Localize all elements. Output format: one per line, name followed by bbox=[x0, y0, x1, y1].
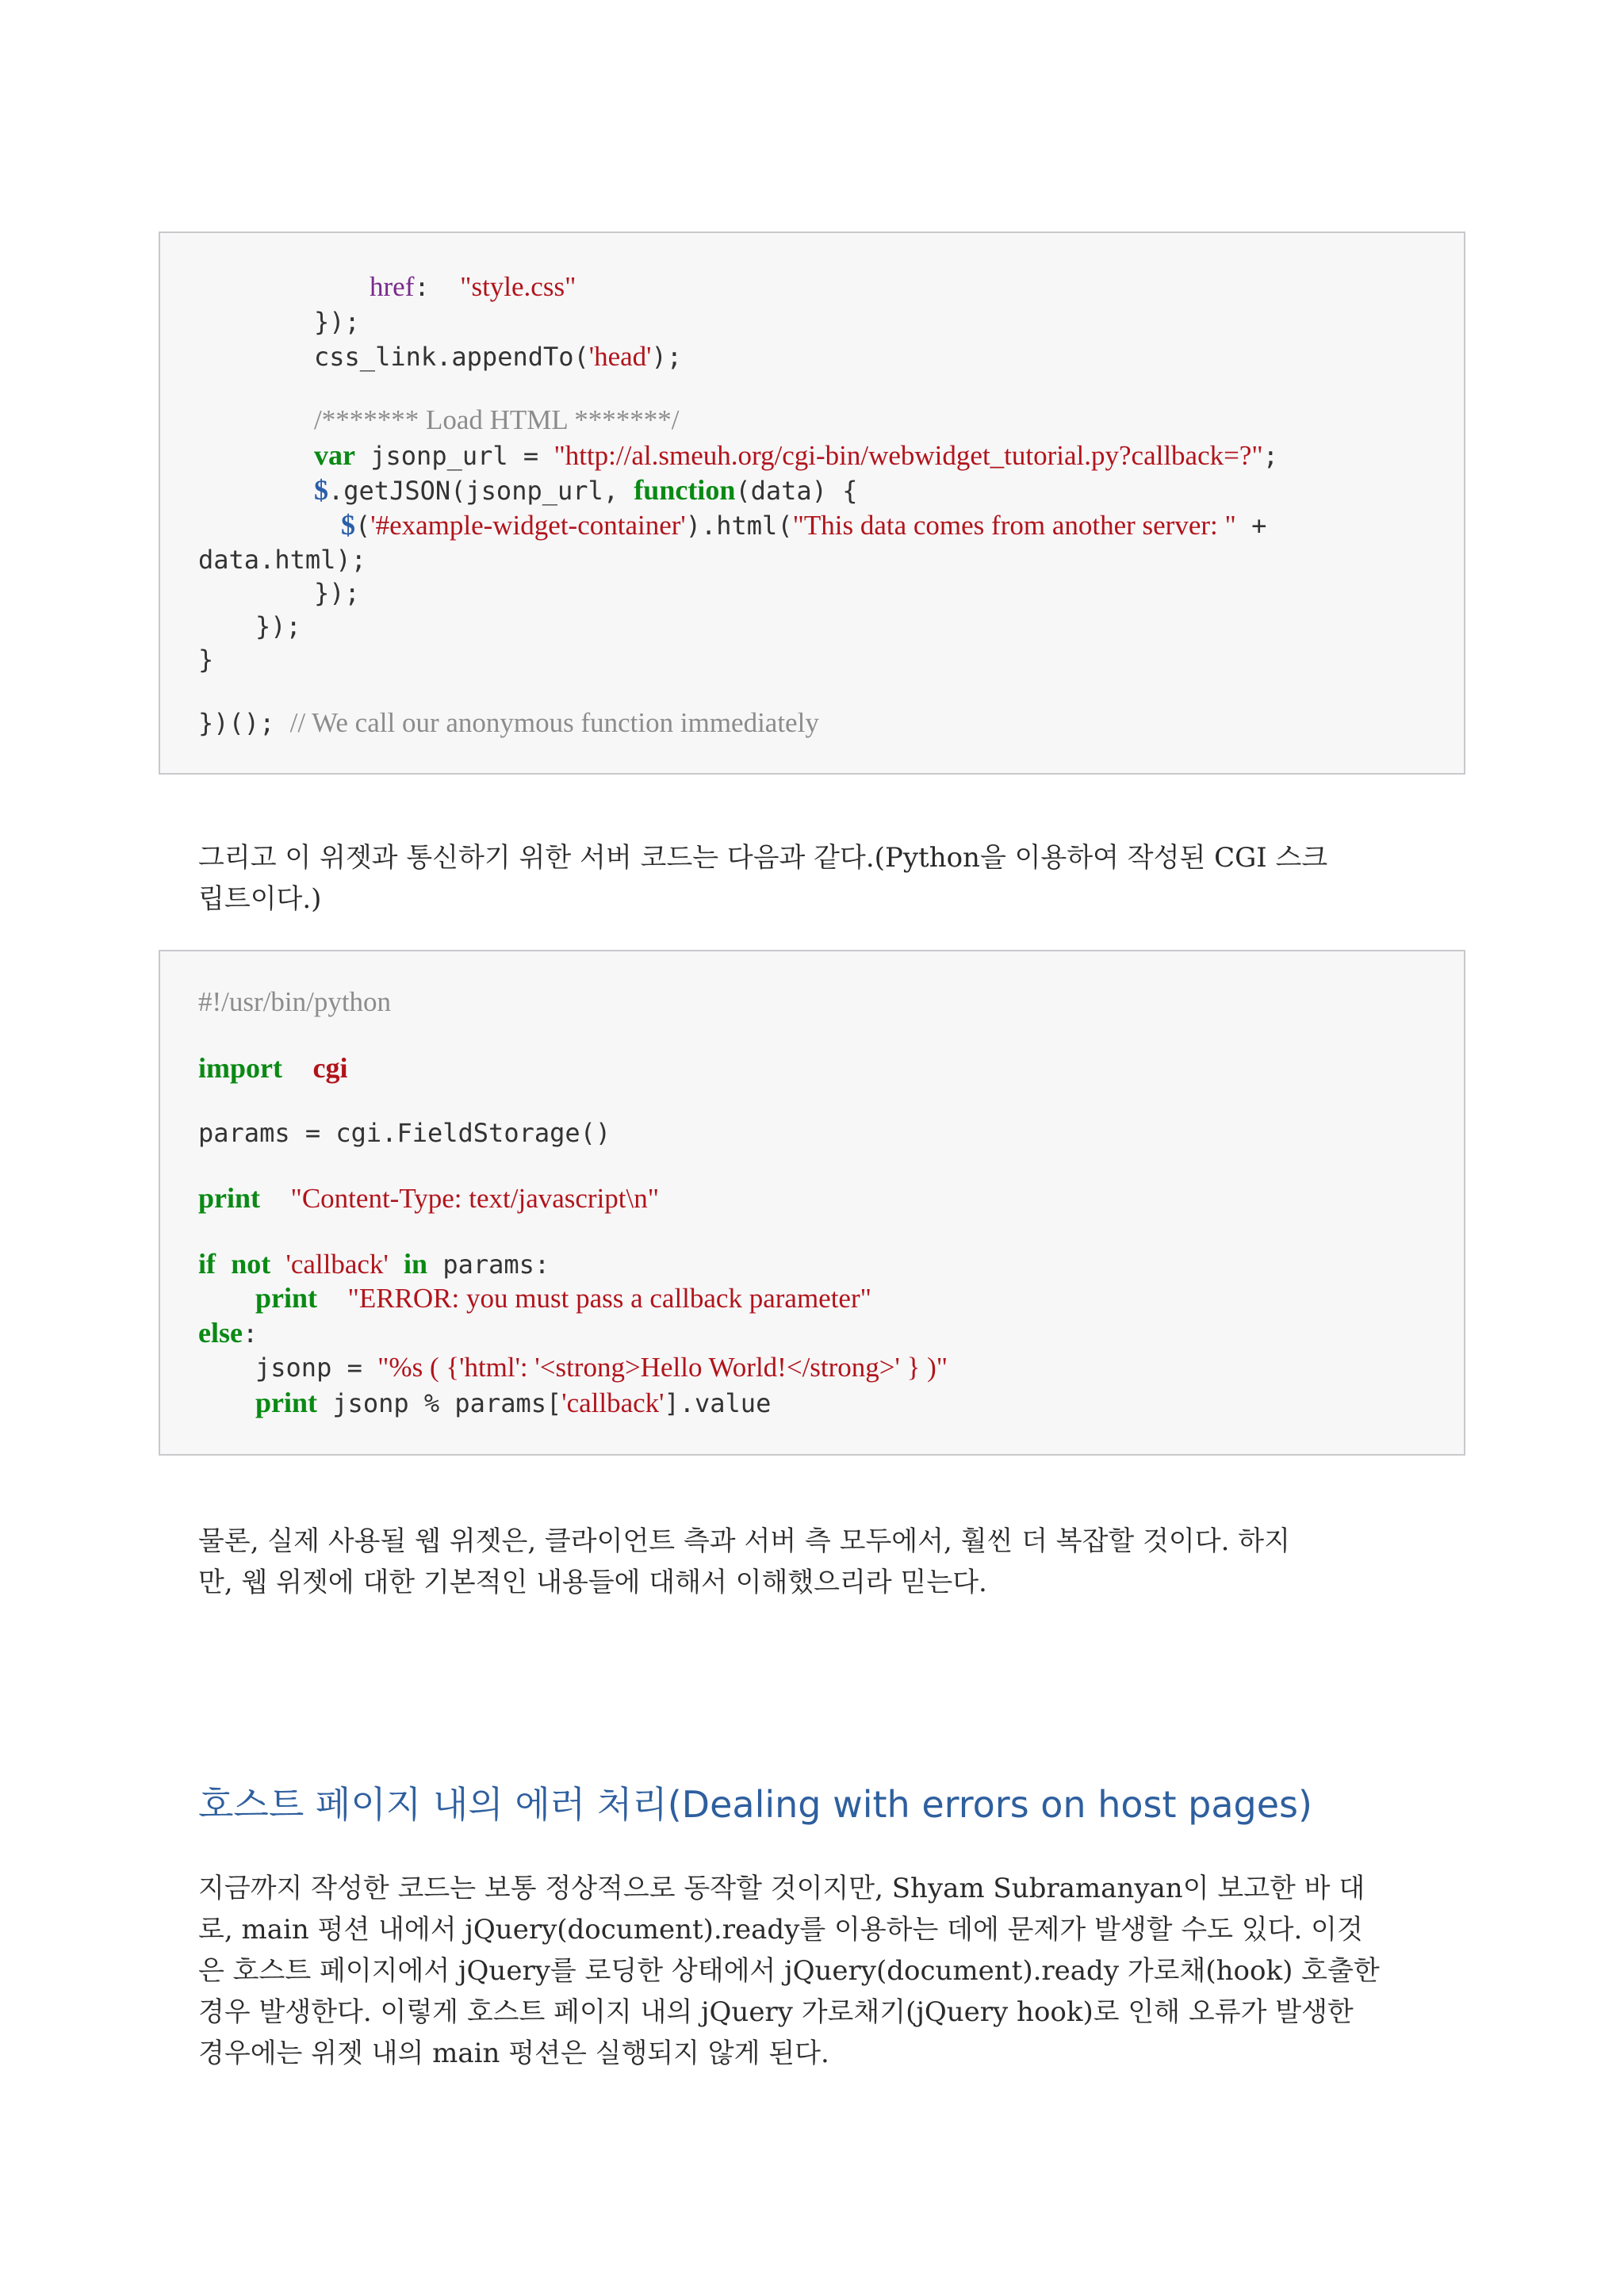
code-line bbox=[198, 985, 391, 1020]
paragraph-line: 립트이다.) bbox=[198, 883, 322, 915]
code-token: "http://al.smeuh.org/cgi-bin/webwidget_tutorial.py?callback=?" bbox=[553, 440, 1263, 471]
code-token: ).html( bbox=[685, 511, 793, 541]
code-token: href bbox=[370, 271, 415, 302]
code-token: "ERROR: you must pass a callback parameter" bbox=[347, 1283, 871, 1314]
code-token bbox=[270, 1249, 285, 1280]
code-token: if bbox=[198, 1248, 216, 1280]
code-token: // We call our anonymous function immediately bbox=[289, 707, 819, 738]
code-token: } bbox=[198, 645, 214, 675]
paragraph-line: 로, main 펑션 내에서 jQuery(document).ready를 이용하는 데에 문제가 발생할 수도 있다. 이것 bbox=[198, 1914, 1363, 1946]
code-line bbox=[314, 403, 679, 438]
body-paragraph bbox=[198, 837, 1427, 920]
code-line bbox=[314, 438, 1278, 473]
code-block-javascript bbox=[159, 232, 1465, 775]
code-token: + bbox=[1235, 511, 1267, 541]
code-token: $ bbox=[314, 474, 328, 506]
code-token: ( bbox=[355, 511, 371, 541]
code-line bbox=[198, 542, 366, 577]
code-line bbox=[198, 1246, 550, 1281]
code-line bbox=[314, 473, 857, 507]
code-token: })(); bbox=[198, 708, 290, 738]
code-token: else bbox=[198, 1317, 243, 1349]
code-token: "Content-Type: text/javascript\n" bbox=[290, 1183, 660, 1214]
code-token: '#example-widget-container' bbox=[370, 510, 686, 541]
paragraph-line: 그리고 이 위젯과 통신하기 위한 서버 코드는 다음과 같다.(Python을 이용하여 작성된 CGI 스크 bbox=[198, 842, 1328, 874]
code-token: : bbox=[242, 1318, 259, 1349]
code-token: params = cgi.FieldStorage() bbox=[198, 1118, 611, 1148]
code-token: }); bbox=[314, 307, 360, 337]
code-token: not bbox=[231, 1248, 271, 1280]
code-line bbox=[255, 1350, 948, 1385]
code-token: ; bbox=[1262, 441, 1278, 471]
code-token: jsonp_url = bbox=[354, 441, 554, 471]
code-token bbox=[282, 1054, 313, 1084]
code-block-python bbox=[159, 950, 1465, 1456]
code-token: ].value bbox=[664, 1388, 772, 1418]
code-line bbox=[255, 1385, 771, 1420]
code-token: }); bbox=[314, 578, 360, 608]
code-token bbox=[317, 1284, 348, 1314]
code-token: 'head' bbox=[588, 341, 652, 372]
code-token: print bbox=[198, 1182, 261, 1214]
code-line bbox=[341, 507, 1266, 542]
code-token: $ bbox=[341, 509, 355, 541]
code-token: .getJSON(jsonp_url, bbox=[328, 476, 634, 506]
code-line bbox=[255, 1280, 871, 1315]
code-line bbox=[314, 304, 360, 339]
section-heading: 호스트 페이지 내의 에러 처리(Dealing with errors on host pages) bbox=[198, 1783, 1312, 1826]
paragraph-line: 경우에는 위젯 내의 main 펑션은 실행되지 않게 된다. bbox=[198, 2038, 829, 2069]
code-token: "This data comes from another server: " bbox=[792, 510, 1236, 541]
code-token: cgi bbox=[312, 1052, 348, 1084]
code-token: 'callback' bbox=[561, 1387, 665, 1418]
code-line bbox=[255, 609, 301, 644]
code-token: import bbox=[198, 1052, 282, 1084]
code-line bbox=[198, 1115, 611, 1150]
code-token bbox=[260, 1184, 291, 1214]
code-token: ); bbox=[651, 342, 682, 372]
code-token: /******* Load HTML *******/ bbox=[314, 404, 680, 435]
paragraph-line: 경우 발생한다. 이렇게 호스트 페이지 내의 jQuery 가로채기(jQuery hook)로 인해 오류가 발생한 bbox=[198, 1996, 1354, 2028]
code-token: (data) { bbox=[735, 476, 858, 506]
code-line bbox=[370, 270, 576, 304]
code-line bbox=[198, 706, 819, 740]
code-token bbox=[389, 1249, 404, 1280]
code-token: print bbox=[255, 1387, 318, 1418]
code-token: in bbox=[404, 1248, 428, 1280]
code-token: jsonp % params[ bbox=[317, 1388, 562, 1418]
code-line bbox=[198, 1315, 258, 1350]
code-token: var bbox=[314, 439, 355, 471]
code-line bbox=[314, 339, 682, 374]
paragraph-line: 만, 웹 위젯에 대한 기본적인 내용들에 대해서 이해했으리라 믿는다. bbox=[198, 1567, 987, 1598]
body-paragraph bbox=[198, 1868, 1427, 2074]
code-token: params: bbox=[427, 1249, 550, 1280]
code-line bbox=[198, 1181, 659, 1215]
paragraph-line: 물론, 실제 사용될 웹 위젯은, 클라이언트 측과 서버 측 모두에서, 훨씬 더 복잡할 것이다. 하지 bbox=[198, 1525, 1290, 1557]
code-token: : bbox=[414, 272, 461, 302]
code-token: print bbox=[255, 1282, 318, 1314]
code-line bbox=[314, 576, 360, 610]
code-token: function bbox=[634, 474, 736, 506]
code-token bbox=[216, 1249, 231, 1280]
code-token: "%s ( {'html': '<strong>Hello World!</strong>' } )" bbox=[377, 1352, 948, 1383]
code-line bbox=[198, 642, 213, 677]
code-token: data.html); bbox=[198, 545, 366, 575]
code-token: }); bbox=[255, 611, 301, 641]
code-line bbox=[198, 1050, 348, 1085]
code-token: jsonp = bbox=[255, 1353, 378, 1383]
paragraph-line: 은 호스트 페이지에서 jQuery를 로딩한 상태에서 jQuery(document).ready 가로채(hook) 호출한 bbox=[198, 1955, 1380, 1987]
paragraph-line: 지금까지 작성한 코드는 보통 정상적으로 동작할 것이지만, Shyam Subramanyan이 보고한 바 대 bbox=[198, 1873, 1365, 1904]
body-paragraph bbox=[198, 1521, 1427, 1603]
code-token: #!/usr/bin/python bbox=[198, 986, 392, 1017]
code-token: 'callback' bbox=[285, 1249, 389, 1280]
code-token: "style.css" bbox=[460, 271, 576, 302]
code-token: css_link.appendTo( bbox=[314, 342, 589, 372]
